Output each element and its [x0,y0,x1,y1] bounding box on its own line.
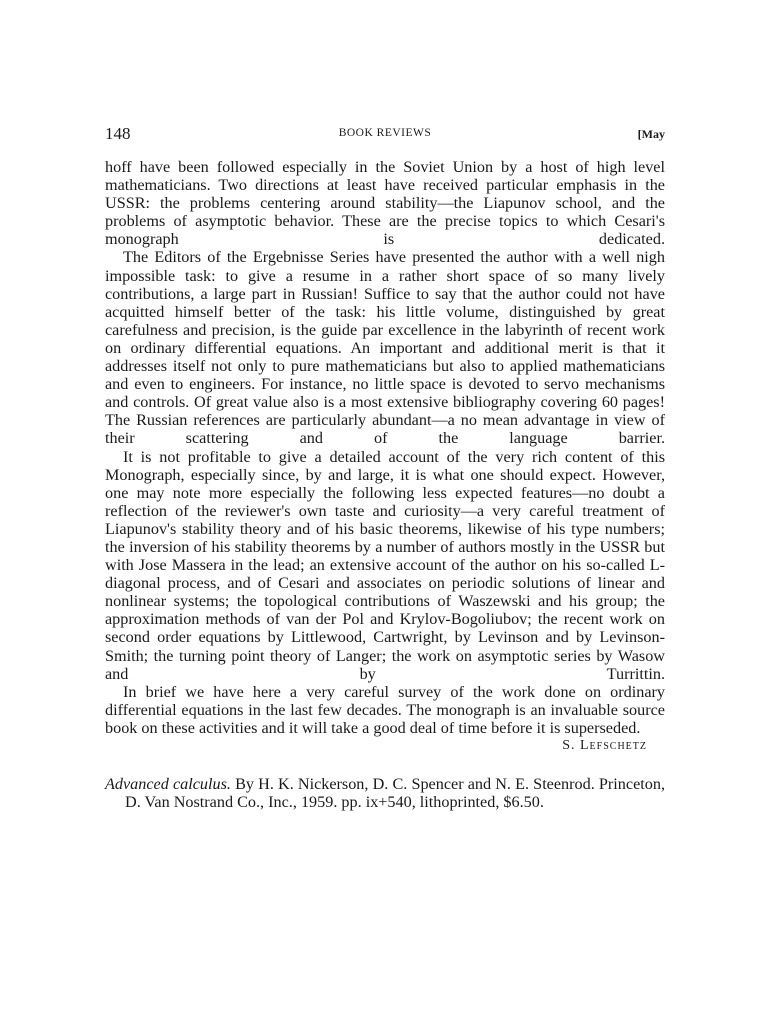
reviewer-name: S. Lefschetz [562,738,647,753]
paragraph-continuation: hoff have been followed especially in the Soviet Union by a host of high level mathematicians. Two directions at least have received particular emphasis in the USSR: the problems centering around stability—the Liapunov school, and the problems of asymptotic behavior. These are the precise topics to which Cesari's monograph is dedicated. [105,158,665,249]
paragraph-editors: The Editors of the Ergebnisse Series have presented the author with a well nigh impossible task: to give a resume in a rather short space of so many lively contributions, a large part in Russian! Suffice to say that the author could not have acquitted himself better of the task: his little volume, distinguished by great carefulness and precision, is the guide par excellence in the labyrinth of recent work on ordinary differential equations. An important and additional merit is that it addresses itself not only to pure mathematicians but also to applied mathematicians and even to engineers. For instance, no little space is devoted to servo mechanisms and controls. Of great value also is a most extensive bibliography covering 60 pages! The Russian references are particularly abundant—a no mean advantage in view of their scattering and of the language barrier. [105,248,665,448]
reviewer-signature [105,737,665,755]
running-title: BOOK REVIEWS [338,127,432,139]
review-body [105,158,665,811]
issue-month: [May [637,127,665,141]
section-gap [105,755,665,775]
book-citation: By H. K. Nickerson, D. C. Spencer and N. E. Steenrod. Princeton, D. Van Nostrand Co., Inc., 1959. pp. ix+540, lithoprinted, $6.50. [125,775,666,812]
page-number: 148 [105,124,131,143]
book-title: Advanced calculus. [105,775,231,794]
running-header [105,124,665,146]
paragraph-contents: It is not profitable to give a detailed account of the very rich content of this Monograph, especially since, by and large, it is what one should expect. However, one may note more especially the following less expected features—no doubt a reflection of the reviewer's own taste and curiosity—a very careful treatment of Liapunov's stability theory and of his basic theorems, likewise of his type numbers; the inversion of his stability theorems by a number of authors mostly in the USSR but with Jose Massera in the lead; an extensive account of the author on his so-called L-diagonal process, and of Cesari and associates on periodic solutions of linear and nonlinear systems; the topological contributions of Waszewski and his group; the approximation methods of van der Pol and Krylov-Bogoliubov; the recent work on second order equations by Littlewood, Cartwright, by Levinson and by Levinson-Smith; the turning point theory of Langer; the work on asymptotic series by Wasow and by Turrittin. [105,447,665,683]
next-review-entry [105,775,666,812]
paragraph-conclusion: In brief we have here a very careful survey of the work done on ordinary differential equations in the last few decades. The monograph is an invaluable source book on these activities and it will take a good deal of time before it is superseded. [105,682,665,737]
book-review-page [105,124,665,811]
